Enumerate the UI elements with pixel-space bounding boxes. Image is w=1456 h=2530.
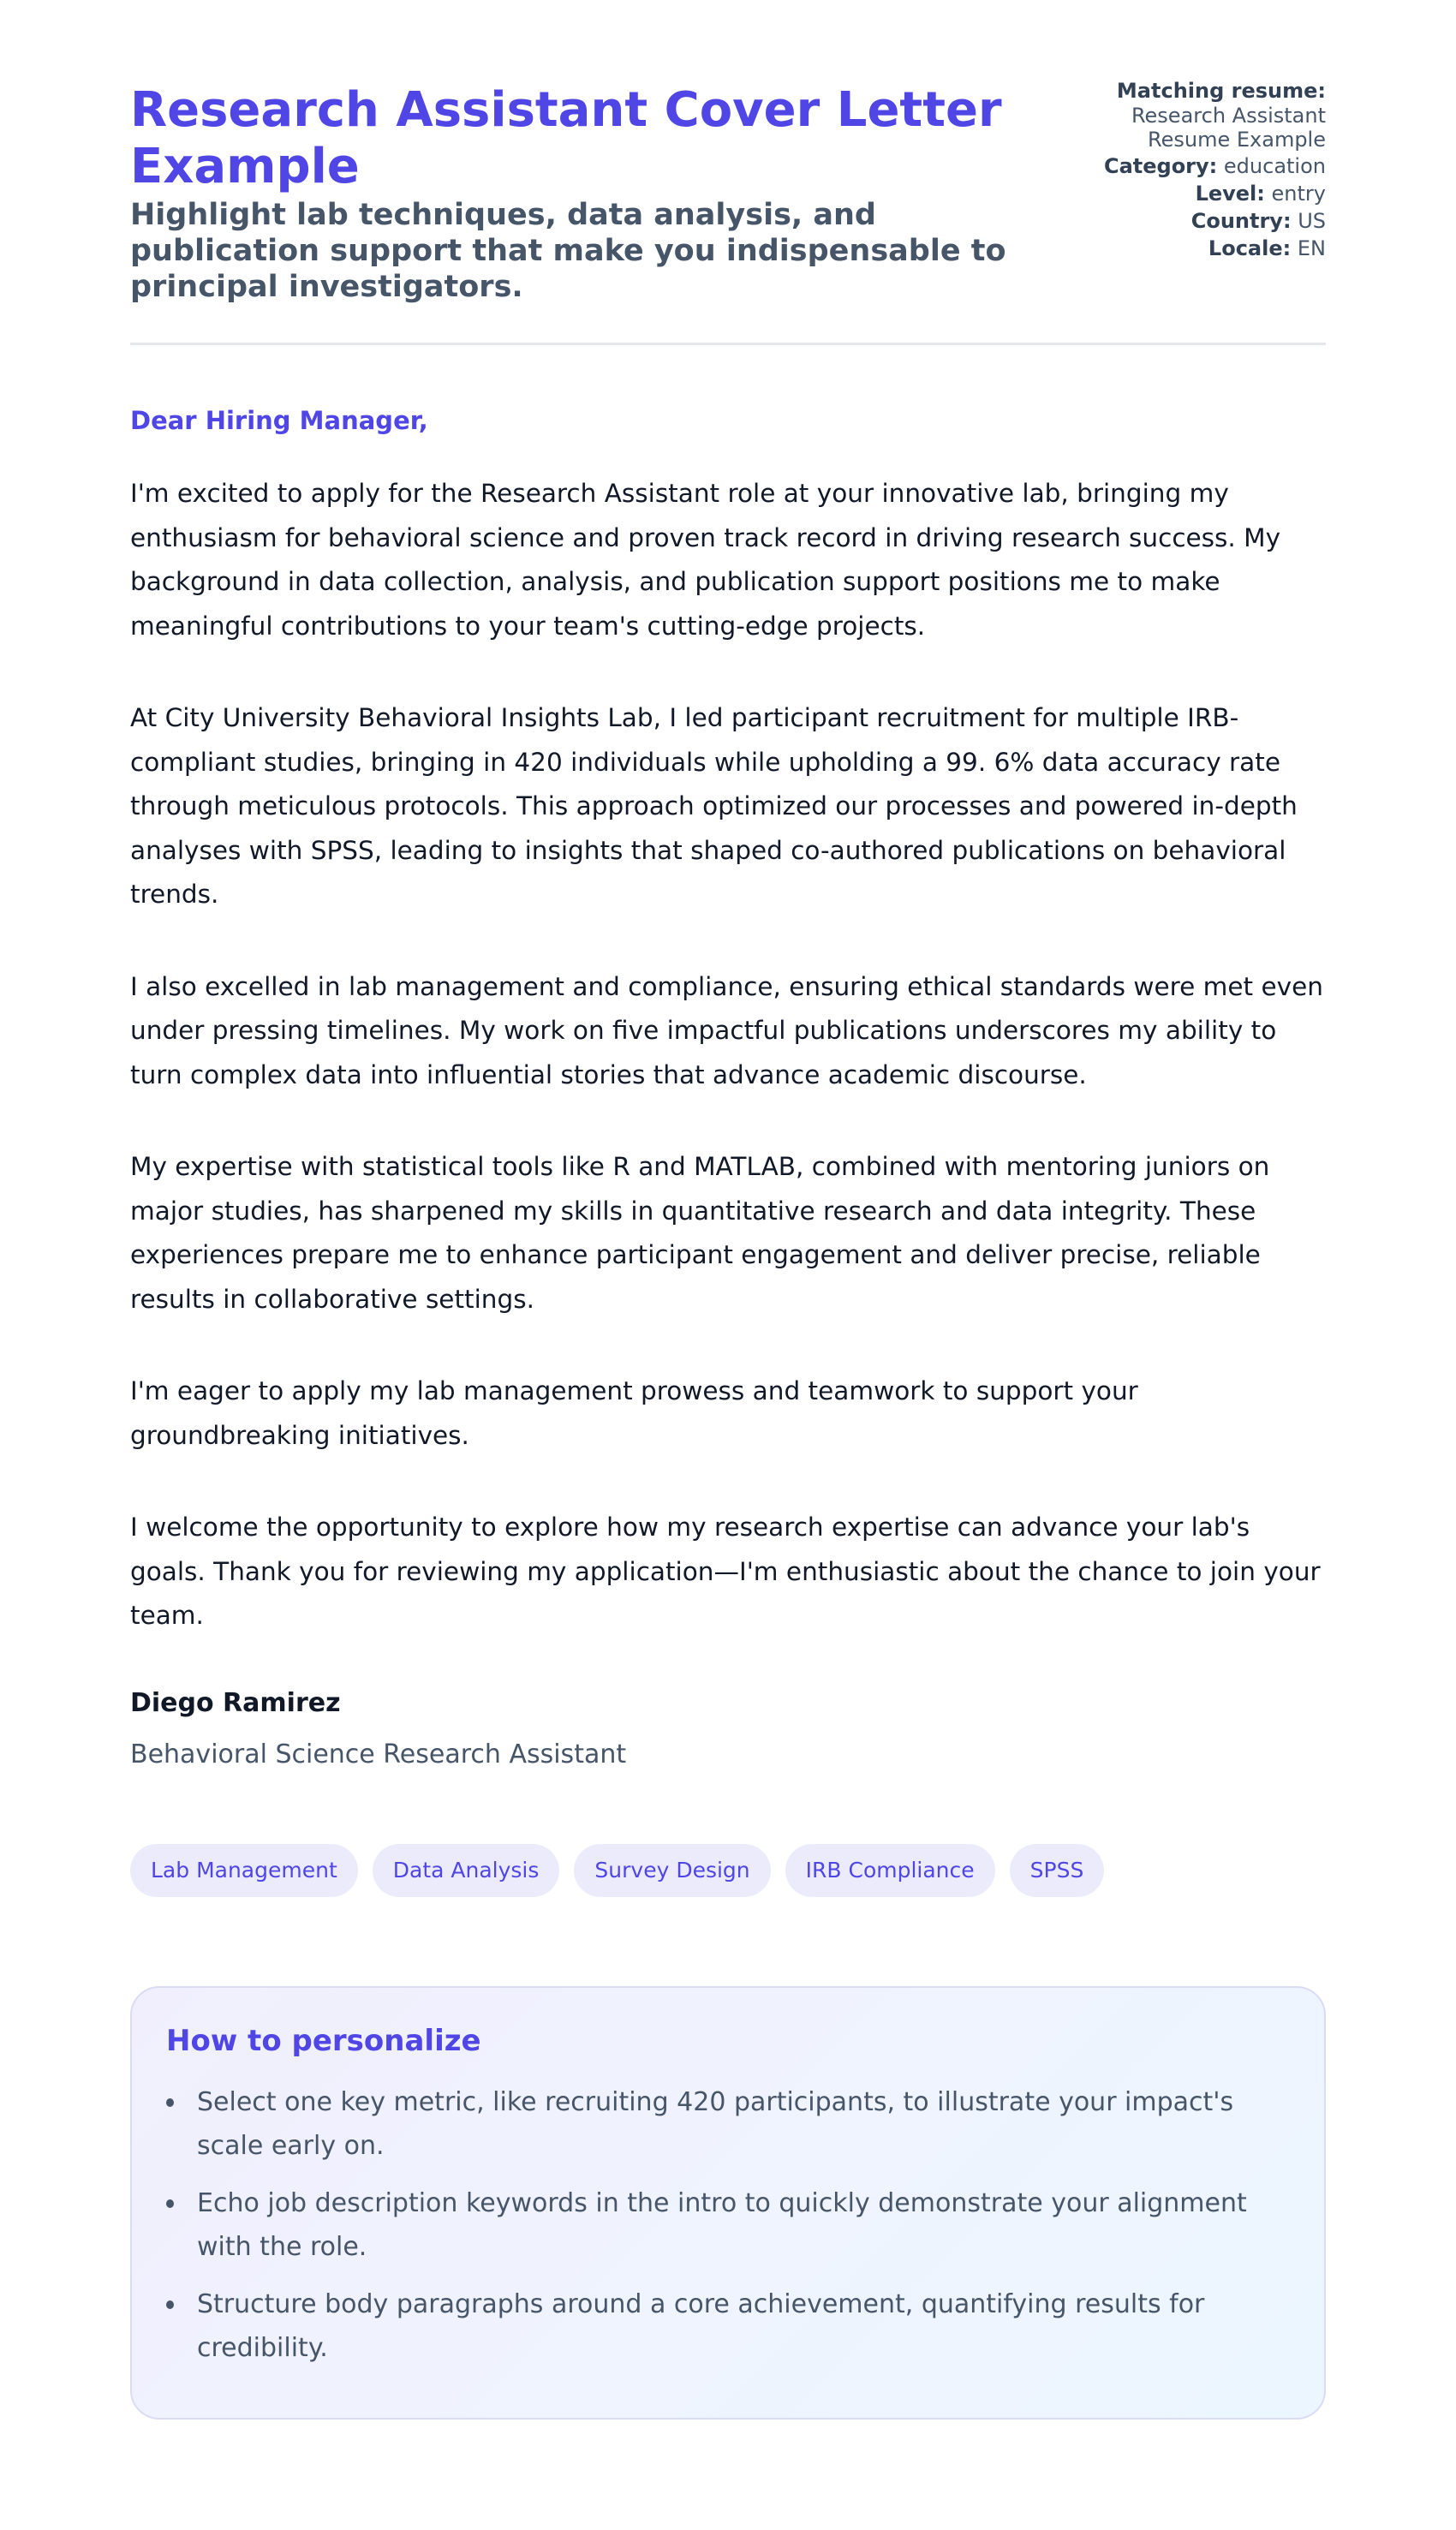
cover-letter-page	[130, 0, 1326, 2420]
meta-value: entry	[1271, 182, 1326, 206]
tip-item	[166, 2282, 1290, 2370]
header-titles	[130, 82, 1021, 305]
skill-tag: SPSS	[1010, 1844, 1105, 1897]
letter-paragraph: My expertise with statistical tools like R and MATLAB, combined with mentoring juniors on major studies, has sharpened my skills in quantitative research and data integrity. These experiences prepare me to enhance participant engagement and deliver precise, reliable results in collaborative settings.	[130, 1152, 1270, 1314]
matching-resume-link[interactable]: Research Assistant Resume Example	[1131, 104, 1326, 152]
tip-text: Echo job description keywords in the intro to quickly demonstrate your alignment with the role.	[197, 2187, 1247, 2262]
tip-item	[166, 2080, 1290, 2168]
signature-block	[130, 1686, 1326, 1772]
greeting: Dear Hiring Manager,	[130, 406, 428, 435]
tips-title: How to personalize	[166, 2023, 481, 2058]
letter-paragraph: I also excelled in lab management and compliance, ensuring ethical standards were met even under pressing timelines. My work on five impactful publications underscores my ability to turn complex data into influential stories that advance academic discourse.	[130, 971, 1323, 1089]
meta-label: Level:	[1195, 182, 1265, 206]
letter-paragraph: At City University Behavioral Insights Lab, I led participant recruitment for multiple IRB-compliant studies, bringing in 420 individuals while upholding a 99. 6% data accuracy rate through meticulous protocols. This approach optimized our processes and powered in-depth analyses with SPSS, leading to insights that shaped co-authored publications on behavioral trends.	[130, 703, 1298, 909]
skill-tag: Lab Management	[130, 1844, 358, 1897]
letter-paragraph: I welcome the opportunity to explore how my research expertise can advance your lab's goals. Thank you for reviewing my application—I'm enthusiastic about the chance to join your team.	[130, 1513, 1321, 1630]
letter-paragraph: I'm excited to apply for the Research Assistant role at your innovative lab, bringing my enthusiasm for behavioral science and proven track record in driving research success. My background in data collection, analysis, and publication support positions me to make meaningful contributions to your team's cutting-edge projects.	[130, 479, 1281, 641]
bullet-icon	[166, 2300, 174, 2309]
meta-label: Country:	[1190, 209, 1292, 233]
signature-name: Diego Ramirez	[130, 1687, 341, 1718]
letter-metadata	[1069, 79, 1326, 264]
page-title: Research Assistant Cover Letter Example	[130, 82, 1002, 194]
skill-tags	[130, 1844, 1326, 1897]
tip-text: Select one key metric, like recruiting 420 participants, to illustrate your impact's scale early on.	[197, 2086, 1234, 2161]
personalize-tips-box	[130, 1986, 1326, 2420]
skill-tag: IRB Compliance	[785, 1844, 995, 1897]
meta-value: US	[1298, 209, 1326, 233]
meta-label: Locale:	[1208, 236, 1292, 260]
bullet-icon	[166, 2098, 174, 2107]
letter-paragraph: I'm eager to apply my lab management prowess and teamwork to support your groundbreaking initiatives.	[130, 1376, 1138, 1450]
meta-category	[1069, 154, 1326, 179]
meta-value: EN	[1297, 236, 1326, 260]
skill-tag: Survey Design	[574, 1844, 770, 1897]
skill-tag: Data Analysis	[373, 1844, 560, 1897]
bullet-icon	[166, 2199, 174, 2208]
tip-item	[166, 2181, 1290, 2269]
meta-value: education	[1223, 154, 1326, 178]
letter-body	[130, 403, 1326, 1772]
meta-locale	[1069, 236, 1326, 261]
tips-list	[166, 2080, 1290, 2370]
page-subtitle: Highlight lab techniques, data analysis, and publication support that make you indispensable to principal investigators.	[130, 198, 1006, 304]
meta-label: Category:	[1103, 154, 1218, 178]
meta-country	[1069, 209, 1326, 234]
page-header	[130, 0, 1326, 345]
meta-level	[1069, 182, 1326, 206]
meta-matching-resume	[1069, 79, 1326, 152]
letter-paragraphs	[130, 472, 1326, 1638]
signature-title: Behavioral Science Research Assistant	[130, 1739, 627, 1769]
meta-label: Matching resume:	[1116, 79, 1326, 103]
tip-text: Structure body paragraphs around a core achievement, quantifying results for credibility.	[197, 2288, 1205, 2363]
